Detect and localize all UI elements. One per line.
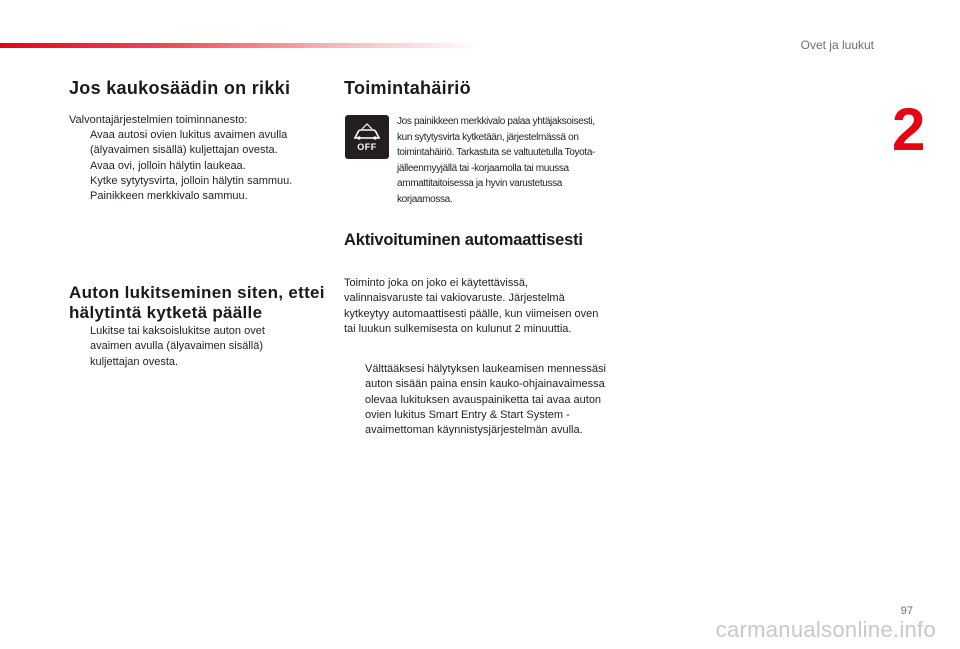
- remote-broken-heading: Jos kaukosäädin on rikki: [69, 78, 291, 98]
- malfunction-text: Jos painikkeen merkkivalo palaa yhtäjaksoisesti, kun sytytysvirta kytketään, järjestelmässä on toimintahäiriö. Tarkastuta se valtuutetulla Toyota-jälleenmyyjällä tai -korjaamolla tai muussa ammattitaitoisessa ja hyvin varustetussa korjaamossa.: [397, 116, 596, 205]
- watermark: carmanualsonline.info: [715, 617, 936, 642]
- alarm-off-icon: [345, 115, 389, 159]
- remote-intro-text: Valvontajärjestelmien toiminnanesto:: [69, 114, 248, 126]
- list-item: Avaa ovi, jolloin hälytin laukeaa.: [90, 159, 246, 172]
- malfunction-heading: Toimintahäiriö: [344, 78, 471, 98]
- remote-bullet-list: [69, 128, 331, 204]
- car-alarm-icon: [345, 115, 389, 159]
- list-item: Kytke sytytysvirta, jolloin hälytin sammuu. Painikkeen merkkivalo sammuu.: [90, 174, 293, 203]
- page-number: 97: [900, 605, 913, 617]
- chapter-number: 2: [892, 96, 926, 163]
- list-item: Välttääksesi hälytyksen laukeamisen mennessäsi auton sisään paina ensin kauko-ohjainavaimessa olevaa lukituksen avauspainiketta tai avaa auton ovien lukitus Smart Entry & Start System -avaimettoman käynnistysjärjestelmän avulla.: [365, 363, 606, 437]
- auto-activation-bullet-list: [344, 362, 606, 438]
- off-label: OFF: [357, 142, 377, 152]
- section-title: Ovet ja luukut: [800, 38, 874, 52]
- header-accent-bar: [0, 43, 480, 48]
- auto-activation-intro: Toiminto joka on joko ei käytettävissä, valinnaisvaruste tai vakiovaruste. Järjestelmä kytkeytyy automaattisesti päälle, kun viimeisen oven tai luukun sulkemisesta on kulunut 2 minuuttia.: [344, 277, 599, 335]
- auto-activation-heading: Aktivoituminen automaattisesti: [344, 231, 583, 249]
- list-item: Avaa autosi ovien lukitus avaimen avulla (älyavaimen sisällä) kuljettajan ovesta.: [90, 129, 288, 157]
- list-item: Lukitse tai kaksoislukitse auton ovet avaimen avulla (älyavaimen sisällä) kuljettajan ovesta.: [90, 325, 265, 368]
- lock-bullet-list: [69, 324, 301, 370]
- lock-without-alarm-heading: Auton lukitseminen siten, ettei hälytintä kytketä päälle: [69, 283, 325, 322]
